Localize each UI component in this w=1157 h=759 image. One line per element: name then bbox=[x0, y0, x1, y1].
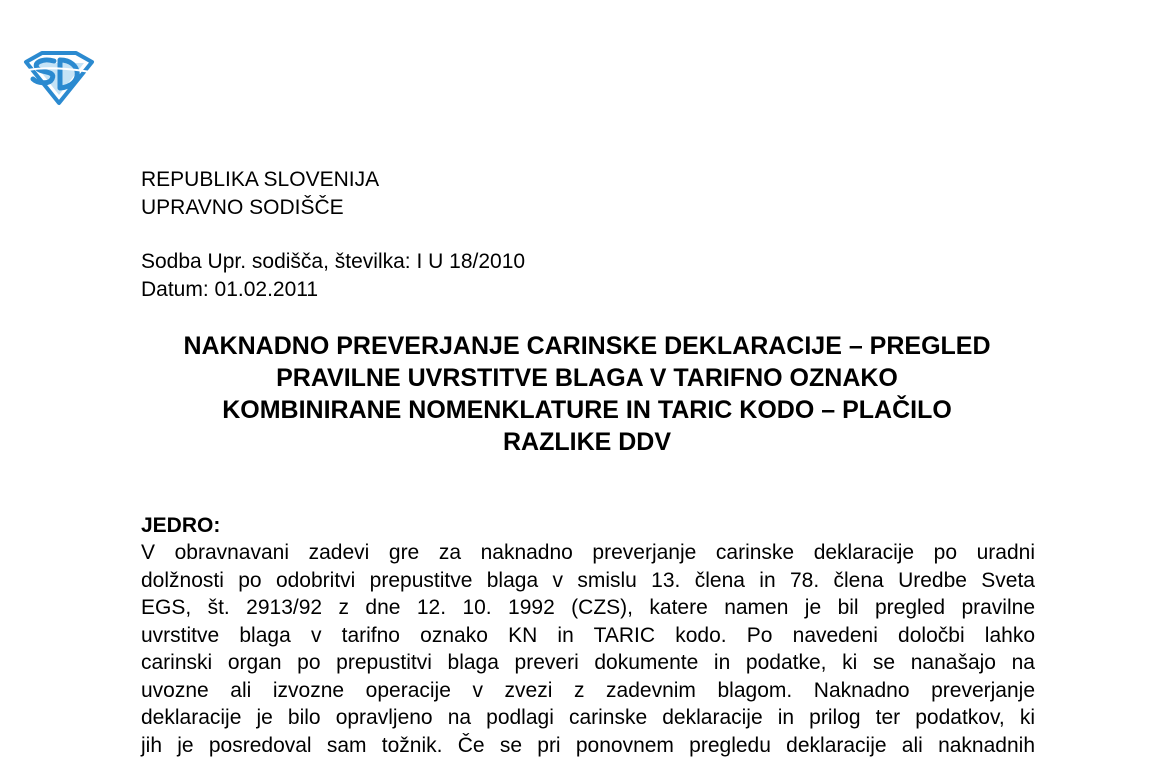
title-line: KOMBINIRANE NOMENKLATURE IN TARIC KODO – PLAČILO bbox=[140, 394, 1034, 426]
title-line: RAZLIKE DDV bbox=[140, 426, 1034, 458]
sd-shield-icon bbox=[22, 48, 96, 106]
section-heading: JEDRO: bbox=[141, 512, 1035, 539]
paragraph-line: dolžnosti po odobritvi prepustitve blaga v smislu 13. člena in 78. člena Uredbe Sveta bbox=[141, 567, 1035, 595]
judgment-meta bbox=[141, 248, 525, 304]
paragraph-line: uvozne ali izvozne operacije v zvezi z zadevnim blagom. Naknadno preverjanje bbox=[141, 677, 1035, 705]
header-court: UPRAVNO SODIŠČE bbox=[141, 194, 379, 222]
paragraph-line: EGS, št. 2913/92 z dne 12. 10. 1992 (CZS), katere namen je bil pregled pravilne bbox=[141, 594, 1035, 622]
paragraph-line: V obravnavani zadevi gre za naknadno preverjanje carinske deklaracije po uradni bbox=[141, 539, 1035, 567]
court-logo bbox=[22, 48, 96, 106]
paragraph-line: uvrstitve blaga v tarifno oznako KN in TARIC kodo. Po navedeni določbi lahko bbox=[141, 622, 1035, 650]
judgment-date: Datum: 01.02.2011 bbox=[141, 276, 525, 304]
title-line: PRAVILNE UVRSTITVE BLAGA V TARIFNO OZNAKO bbox=[140, 362, 1034, 394]
paragraph-line: deklaracije je bilo opravljeno na podlagi carinske deklaracije in prilog ter podatkov, ki bbox=[141, 704, 1035, 732]
title-line: NAKNADNO PREVERJANJE CARINSKE DEKLARACIJE – PREGLED bbox=[140, 330, 1034, 362]
summary-section bbox=[141, 512, 1035, 759]
court-header bbox=[141, 166, 379, 222]
header-country: REPUBLIKA SLOVENIJA bbox=[141, 166, 379, 194]
paragraph-line: carinski organ po prepustitvi blaga preveri dokumente in podatke, ki se nanašajo na bbox=[141, 649, 1035, 677]
paragraph-line: jih je posredoval sam tožnik. Če se pri ponovnem pregledu deklaracije ali naknadnih bbox=[141, 732, 1035, 759]
document-title bbox=[140, 330, 1034, 458]
judgment-number: Sodba Upr. sodišča, številka: I U 18/2010 bbox=[141, 248, 525, 276]
